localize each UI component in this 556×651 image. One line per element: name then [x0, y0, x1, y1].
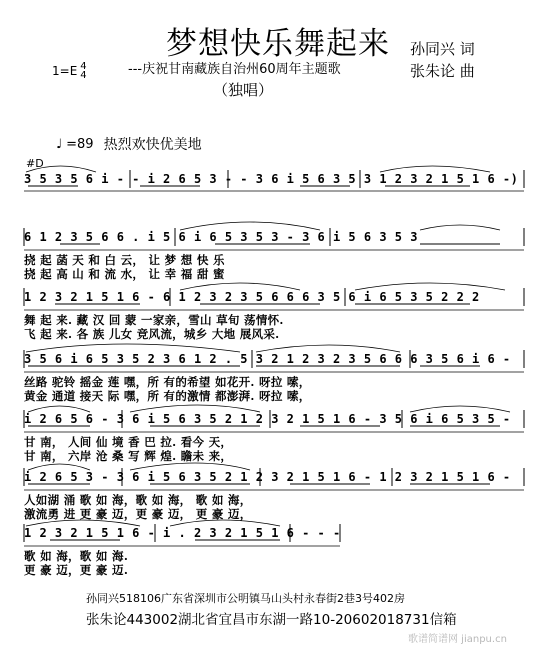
- lyric-line: 挠 起 高 山 和 流 水， 让 幸 福 甜 蜜: [24, 267, 225, 281]
- key-signature: [52, 62, 87, 80]
- contact-composer: 张朱论443002湖北省宜昌市东湖一路10-20602018731信箱: [86, 612, 457, 628]
- tempo-marking: [56, 134, 202, 154]
- quarter-note-icon: ♩: [56, 136, 63, 152]
- time-bottom: 4: [80, 70, 87, 81]
- credits: [410, 38, 475, 82]
- notation-line: 6 1 2 3 5 6 6 . i 5 6 i 6 5 3 5 3 - 3 6 i 5 6 3 5 3: [24, 230, 418, 244]
- notation-line: i 2 6 5 3 - 3 6 i 5 6 3 5 2 1 2 3 2 1 5 1 6 - 1 2 3 2 1 5 1 6 -: [24, 470, 511, 484]
- lyric-line: 挠 起 菡 天 和 白 云， 让 梦 想 快 乐: [24, 253, 225, 267]
- lyric-line: 更 豪 迈，更 豪 迈.: [24, 563, 129, 577]
- song-subtitle: ---庆祝甘南藏族自治州60周年主题歌: [128, 62, 341, 77]
- section-mark: #D: [26, 157, 44, 170]
- song-title: 梦想快乐舞起来: [166, 26, 390, 62]
- tempo-bpm: =89: [66, 136, 94, 152]
- notation-line: 1 2 3 2 1 5 1 6 - 6 1 2 3 2 3 5 6 6 6 3 5 6 i 6 5 3 5 2 2 2: [24, 290, 480, 304]
- watermark: 歌谱简谱网 jianpu.cn: [408, 634, 507, 645]
- time-signature: [80, 62, 86, 80]
- notation-line: i 2 6 5 6 - 3 6 i 5 6 3 5 2 1 2 3 2 1 5 1 6 - 3 5 6 i 6 5 3 5 -: [24, 412, 511, 426]
- notation-line: 3 5 3 5 6 i - - i 2 6 5 3 - - 3 6 i 5 6 3 5 3 1 2 3 2 1 5 1 6 -): [24, 172, 519, 186]
- notation-line: 1 2 3 2 1 5 1 6 - i . 2 3 2 1 5 1 6 - - -: [24, 526, 341, 540]
- lyric-line: 激流勇 进 更 豪 迈，更 豪 迈， 更 豪 迈，: [24, 507, 252, 521]
- performance-type: （独唱）: [213, 81, 274, 99]
- lyricist: 孙同兴 词: [410, 40, 475, 58]
- tempo-description: 热烈欢快优美地: [103, 137, 202, 153]
- lyric-line: 黄金 通道 接天 际 嘿，所 有的激情 都澎湃. 呀拉 嗦，: [24, 389, 311, 403]
- contact-lyricist: 孙同兴518106广东省深圳市公明镇马山头村永春街2巷3号402房: [86, 592, 405, 605]
- lyric-line: 丝路 驼铃 摇金 莲 嘿，所 有的希望 如花开. 呀拉 嗦，: [24, 375, 311, 389]
- composer: 张朱论 曲: [410, 62, 475, 80]
- lyric-line: 飞 起 来. 各 族 儿女 竞风流，城乡 大地 展风采.: [24, 327, 280, 341]
- lyric-line: 人如湖 涌 歌 如 海，歌 如 海， 歌 如 海，: [24, 493, 252, 507]
- notation-line: 3 5 6 i 6 5 3 5 2 3 6 1 2 . 5 3 2 1 2 3 2 3 5 6 6 6 3 5 6 i 6 -: [24, 352, 511, 366]
- lyric-line: 舞 起 来. 藏 汉 回 蒙 一家亲，雪山 草旬 荡情怀.: [24, 313, 284, 327]
- time-top: 4: [80, 61, 87, 72]
- lyric-line: 歌 如 海，歌 如 海.: [24, 549, 129, 563]
- lyric-line: 甘 南， 六岸 沧 桑 写 辉 煌. 瞻未 来，: [24, 449, 233, 463]
- key-label: 1=E: [52, 64, 78, 78]
- lyric-line: 甘 南， 人间 仙 境 香 巴 拉. 看今 天，: [24, 435, 233, 449]
